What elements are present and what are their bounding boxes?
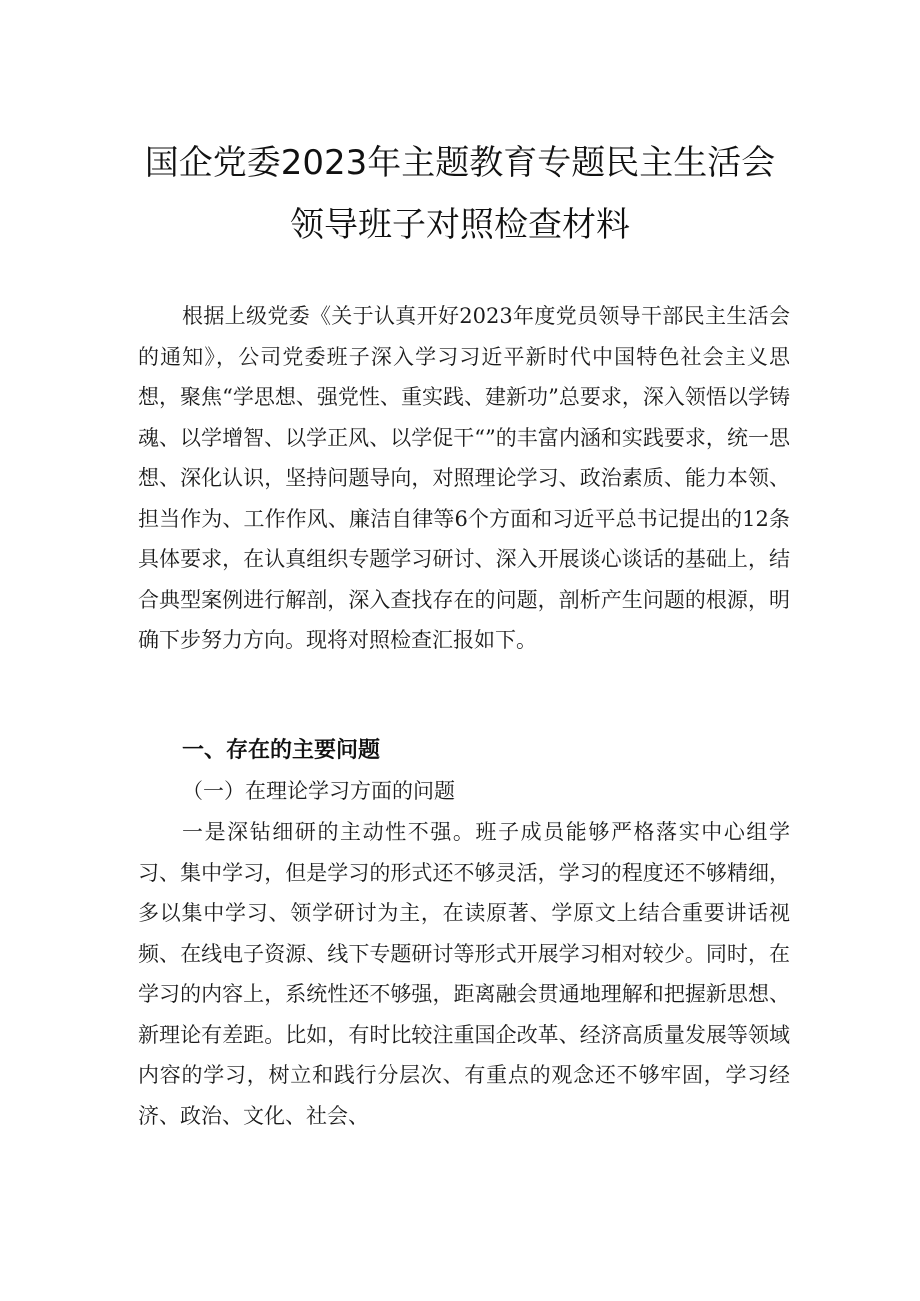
intro-paragraph: 根据上级党委《关于认真开好2023年度党员领导干部民主生活会的通知》，公司党委班子深入学习习近平新时代中国特色社会主义思想，聚焦“学思想、强党性、重实践、建新功”总要求，深入领悟以学铸魂、以学增智、以学正风、以学促干“”的丰富内涵和实践要求，统一思想、深化认识，坚持问题导向，对照理论学习、政治素质、能力本领、担当作为、工作作风、廉洁自律等6个方面和习近平总书记提出的12条具体要求，在认真组织专题学习研讨、深入开展谈心谈话的基础上，结合典型案例进行解剖，深入查找存在的问题，剖析产生问题的根源，明确下步努力方向。现将对照检查汇报如下。: [138, 304, 790, 652]
section-heading-main-problems: 一、存在的主要问题: [182, 738, 381, 763]
document-title-line-1: 国企党委2023年主题教育专题民主生活会: [144, 143, 776, 183]
body-paragraph-theory-study: 一是深钻细研的主动性不强。班子成员能够严格落实中心组学习、集中学习，但是学习的形式还不够灵活，学习的程度还不够精细，多以集中学习、领学研讨为主，在读原著、学原文上结合重要讲话视频、在线电子资源、线下专题研讨等形式开展学习相对较少。同时，在学习的内容上，系统性还不够强，距离融会贯通地理解和把握新思想、新理论有差距。比如，有时比较注重国企改革、经济高质量发展等领域内容的学习，树立和践行分层次、有重点的观念还不够牢固，学习经济、政治、文化、社会、: [138, 820, 790, 1128]
subsection-heading-theory-study: （一）在理论学习方面的问题: [182, 779, 455, 803]
document-title-line-2: 领导班子对照检查材料: [290, 205, 630, 245]
